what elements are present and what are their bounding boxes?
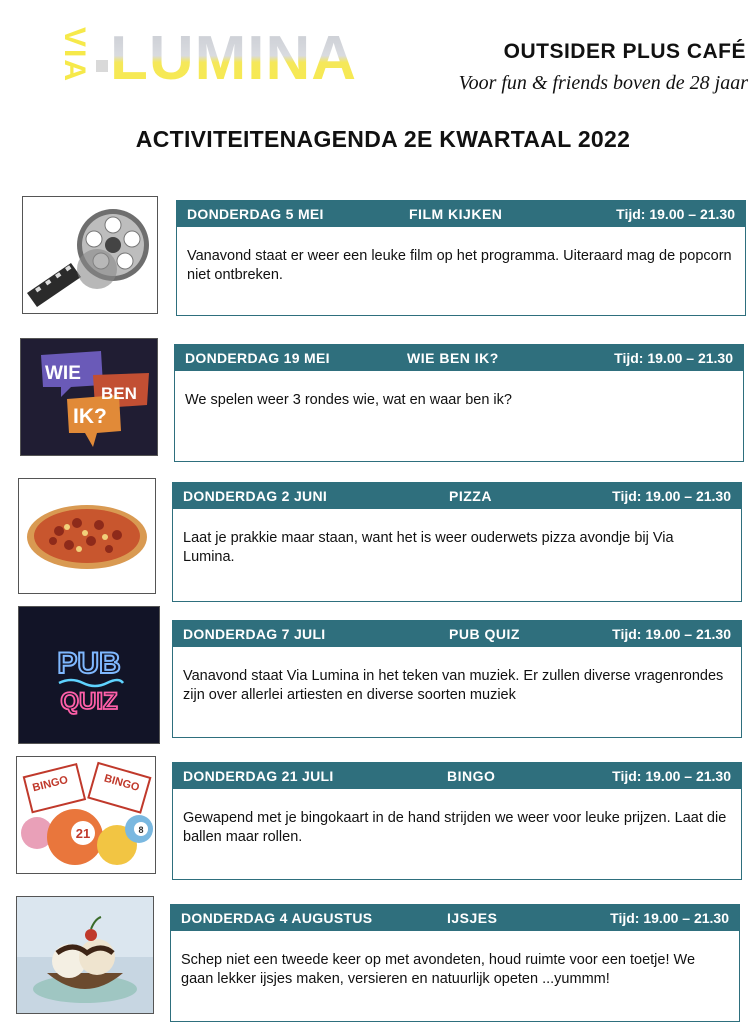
event-card xyxy=(172,620,742,738)
event-name: PUB QUIZ xyxy=(449,626,520,642)
logo-dot xyxy=(96,60,108,72)
event-description: Laat je prakkie maar staan, want het is weer ouderwets pizza avondje bij Via Lumina. xyxy=(183,530,674,565)
event-description: Vanavond staat er weer een leuke film op het programma. Uiteraard mag de popcorn niet ontbreken. xyxy=(187,248,732,283)
speech-bubbles-icon xyxy=(20,338,158,456)
event-date: DONDERDAG 4 AUGUSTUS xyxy=(181,910,373,926)
event-name: FILM KIJKEN xyxy=(409,206,503,222)
event-bingo xyxy=(0,754,750,880)
event-time: Tijd: 19.00 – 21.30 xyxy=(610,910,729,926)
event-name: WIE BEN IK? xyxy=(407,350,499,366)
event-time: Tijd: 19.00 – 21.30 xyxy=(614,350,733,366)
event-card xyxy=(170,904,740,1022)
event-date: DONDERDAG 5 MEI xyxy=(187,206,324,222)
bingo-ball-number: 8 xyxy=(138,825,144,835)
event-description: Gewapend met je bingokaart in de hand strijden we weer voor leuke prijzen. Laat die ballen maar rollen. xyxy=(183,810,727,845)
ice-cream-icon xyxy=(16,896,154,1014)
event-time: Tijd: 19.00 – 21.30 xyxy=(616,206,735,222)
film-reel-icon xyxy=(22,196,158,314)
neon-word: PUB xyxy=(57,647,121,680)
bubble-word: IK? xyxy=(73,405,107,428)
event-header-bar xyxy=(173,763,741,789)
bingo-card-label: BINGO xyxy=(102,772,141,794)
logo-lumina-text: LUMINA xyxy=(110,24,358,93)
event-header-bar xyxy=(173,621,741,647)
event-name: BINGO xyxy=(447,768,496,784)
event-card xyxy=(176,200,746,316)
event-card xyxy=(172,762,742,880)
neon-word: QUIZ xyxy=(60,688,118,715)
event-time: Tijd: 19.00 – 21.30 xyxy=(612,626,731,642)
event-header-bar xyxy=(175,345,743,371)
event-date: DONDERDAG 19 MEI xyxy=(185,350,330,366)
event-time: Tijd: 19.00 – 21.30 xyxy=(612,488,731,504)
event-pub-quiz xyxy=(0,604,750,730)
cafe-name: OUTSIDER PLUS CAFÉ xyxy=(503,40,746,63)
event-header-bar xyxy=(171,905,739,931)
bubble-word: WIE xyxy=(45,363,81,384)
event-name: PIZZA xyxy=(449,488,492,504)
neon-sign-icon xyxy=(18,606,160,744)
event-header-bar xyxy=(173,483,741,509)
event-film-kijken xyxy=(0,194,750,320)
tagline: Voor fun & friends boven de 28 jaar xyxy=(458,72,748,94)
logo-via-text: VIA xyxy=(58,26,92,84)
event-wie-ben-ik xyxy=(0,334,750,460)
via-lumina-logo xyxy=(52,20,358,93)
event-card xyxy=(172,482,742,602)
event-description: Schep niet een tweede keer op met avondeten, houd ruimte voor een toetje! We gaan lekker ijsjes maken, versieren en natuurlijk opeten ...yummm! xyxy=(181,952,696,987)
pizza-icon xyxy=(18,478,156,594)
bingo-card-label: BINGO xyxy=(31,773,70,795)
event-ijsjes xyxy=(0,894,750,1020)
page-title: ACTIVITEITENAGENDA 2E KWARTAAL 2022 xyxy=(135,126,631,152)
bingo-balls-icon xyxy=(16,756,156,874)
event-name: IJSJES xyxy=(447,910,498,926)
bubble-word: BEN xyxy=(101,384,137,403)
event-date: DONDERDAG 7 JULI xyxy=(183,626,326,642)
event-header-bar xyxy=(177,201,745,227)
event-card xyxy=(174,344,744,462)
bingo-ball-number: 21 xyxy=(75,826,91,841)
event-date: DONDERDAG 21 JULI xyxy=(183,768,334,784)
event-description: We spelen weer 3 rondes wie, wat en waar ben ik? xyxy=(185,392,512,408)
event-pizza xyxy=(0,474,750,600)
event-date: DONDERDAG 2 JUNI xyxy=(183,488,328,504)
event-time: Tijd: 19.00 – 21.30 xyxy=(612,768,731,784)
event-description: Vanavond staat Via Lumina in het teken van muziek. Er zullen diverse vragenrondes zijn over allerlei artiesten en diverse soorten muziek xyxy=(183,668,724,703)
